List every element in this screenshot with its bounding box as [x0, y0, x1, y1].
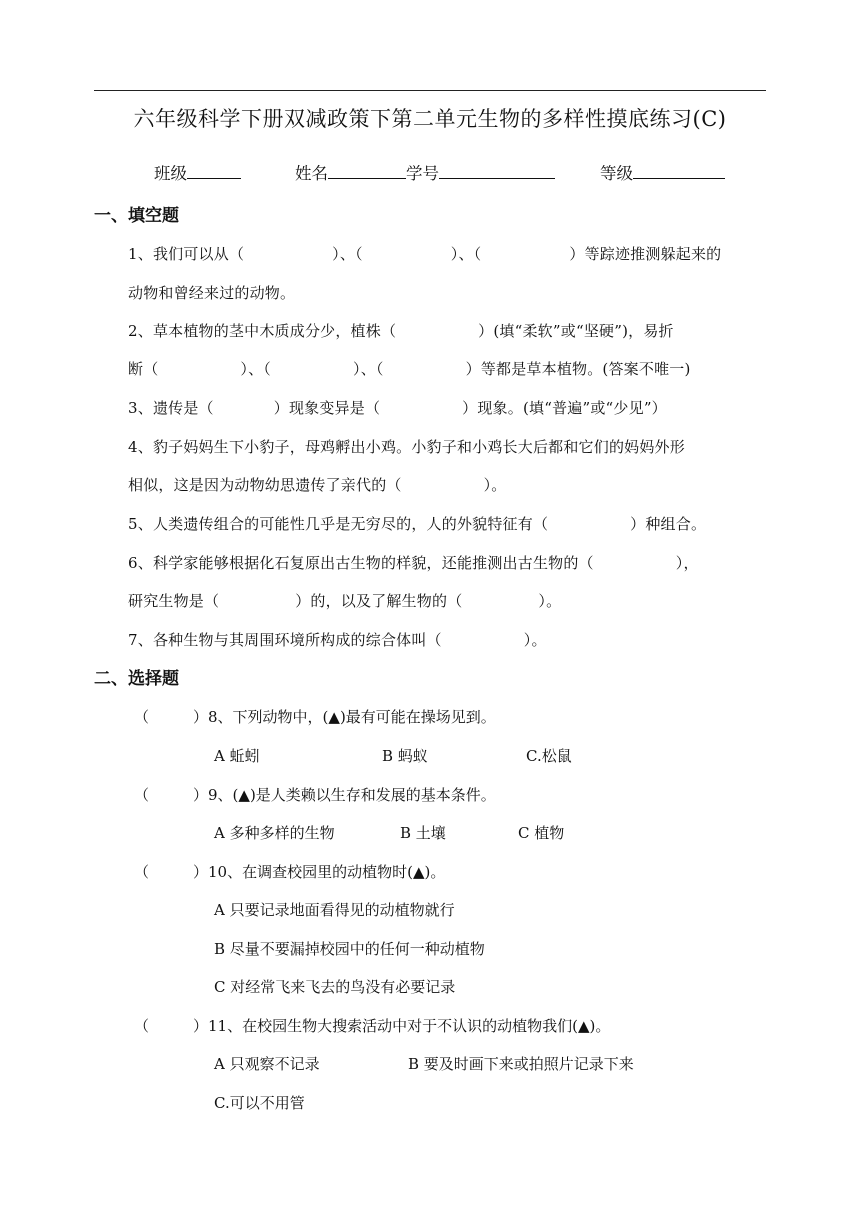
- question-2-line-1: [128, 320, 674, 342]
- question-3: [128, 397, 667, 419]
- class-label: 班级: [154, 164, 187, 183]
- question-10: [134, 861, 445, 883]
- q9-option-c[interactable]: C 植物: [518, 824, 565, 842]
- q4-text-c: ）。: [483, 476, 507, 494]
- q10-text: ）10、在调查校园里的动植物时(▲)。: [193, 863, 446, 881]
- name-label: 姓名: [295, 164, 328, 183]
- q3-text-a: 3、遗传是（: [128, 399, 214, 417]
- q7-text-b: ）。: [523, 631, 547, 649]
- question-4-line-1: 4、豹子妈妈生下小豹子，母鸡孵出小鸡。小豹子和小鸡长大后都和它们的妈妈外形: [128, 438, 685, 456]
- q3-text-c: ）现象。(填“普遍”或“少见”）: [462, 399, 667, 417]
- q2-text-f: ）等都是草本植物。(答案不唯一): [465, 360, 691, 378]
- q6-text-b: ），: [675, 554, 699, 572]
- class-blank[interactable]: [187, 160, 241, 179]
- q4-text-b: 相似，这是因为动物幼思遗传了亲代的（: [128, 476, 402, 494]
- header-rule: [94, 90, 766, 91]
- question-4-line-2: [128, 474, 507, 496]
- class-field: [154, 160, 241, 186]
- q1-text-c: ）、（: [450, 245, 482, 263]
- number-blank[interactable]: [439, 160, 555, 179]
- q10-option-c[interactable]: C 对经常飞来飞去的鸟没有必要记录: [214, 978, 456, 996]
- question-1-line-2: 动物和曾经来过的动物。: [128, 284, 296, 302]
- q11-text: ）11、在校园生物大搜索活动中对于不认识的动植物我们(▲)。: [193, 1017, 611, 1035]
- grade-field: [600, 160, 725, 186]
- name-field: [295, 160, 555, 186]
- q6-text-a: 6、科学家能够根据化石复原出古生物的样貌，还能推测出古生物的（: [128, 554, 594, 572]
- section-heading-multiple-choice: 二、选择题: [94, 669, 179, 689]
- question-6-line-2: [128, 590, 561, 612]
- q1-text-b: ）、（: [332, 245, 363, 263]
- q9-option-b[interactable]: B 土壤: [400, 824, 446, 842]
- q8-option-c[interactable]: C.松鼠: [526, 747, 572, 765]
- q9-text: ）9、(▲)是人类赖以生存和发展的基本条件。: [193, 786, 496, 804]
- q2-text-a: 2、草本植物的茎中木质成分少，植株（: [128, 322, 397, 340]
- q11-option-b[interactable]: B 要及时画下来或拍照片记录下来: [408, 1055, 634, 1073]
- q8-answer-paren: （: [134, 708, 150, 726]
- page-title: 六年级科学下册双减政策下第二单元生物的多样性摸底练习(C): [133, 107, 727, 131]
- grade-blank[interactable]: [633, 160, 725, 179]
- q8-option-a[interactable]: A 蚯蚓: [214, 747, 260, 765]
- q7-text-a: 7、各种生物与其周围环境所构成的综合体叫（: [128, 631, 442, 649]
- q10-option-a[interactable]: A 只要记录地面看得见的动植物就行: [214, 901, 455, 919]
- q8-option-b[interactable]: B 蚂蚁: [382, 747, 428, 765]
- q1-text-d: ）等踪迹推测躲起来的: [569, 245, 722, 263]
- q9-answer-paren: （: [134, 786, 150, 804]
- q1-text-a: 1、我们可以从（: [128, 245, 245, 263]
- q6-text-d: ）的，以及了解生物的（: [295, 592, 463, 610]
- q6-text-e: ）。: [538, 592, 562, 610]
- q2-text-c: 断（: [128, 360, 159, 378]
- q2-text-d: ）、（: [240, 360, 272, 378]
- question-8: [134, 706, 496, 728]
- q11-option-a[interactable]: A 只观察不记录: [214, 1055, 320, 1073]
- q9-option-a[interactable]: A 多种多样的生物: [214, 824, 335, 842]
- question-9: [134, 784, 496, 806]
- q6-text-c: 研究生物是（: [128, 592, 220, 610]
- q3-text-b: ）现象变异是（: [273, 399, 381, 417]
- q2-text-e: ）、（: [353, 360, 384, 378]
- name-blank[interactable]: [328, 160, 406, 179]
- question-6-line-1: [128, 552, 699, 574]
- question-11: [134, 1015, 610, 1037]
- number-label: 学号: [406, 164, 439, 183]
- q10-answer-paren: （: [134, 863, 150, 881]
- question-1-line-1: [128, 243, 721, 265]
- grade-label: 等级: [600, 164, 633, 183]
- question-5: [128, 513, 706, 535]
- question-2-line-2: [128, 358, 691, 380]
- q5-text-b: ）种组合。: [630, 515, 707, 533]
- q11-answer-paren: （: [134, 1017, 150, 1035]
- q11-option-c[interactable]: C.可以不用管: [214, 1094, 305, 1112]
- question-7: [128, 629, 547, 651]
- q10-option-b[interactable]: B 尽量不要漏掉校园中的任何一种动植物: [214, 940, 485, 958]
- section-heading-fill-in: 一、填空题: [94, 206, 179, 226]
- q2-text-b: ）(填“柔软”或“坚硬”)，易折: [478, 322, 674, 340]
- q5-text-a: 5、人类遗传组合的可能性几乎是无穷尽的，人的外貌特征有（: [128, 515, 549, 533]
- q8-text: ）8、下列动物中，(▲)最有可能在操场见到。: [193, 708, 496, 726]
